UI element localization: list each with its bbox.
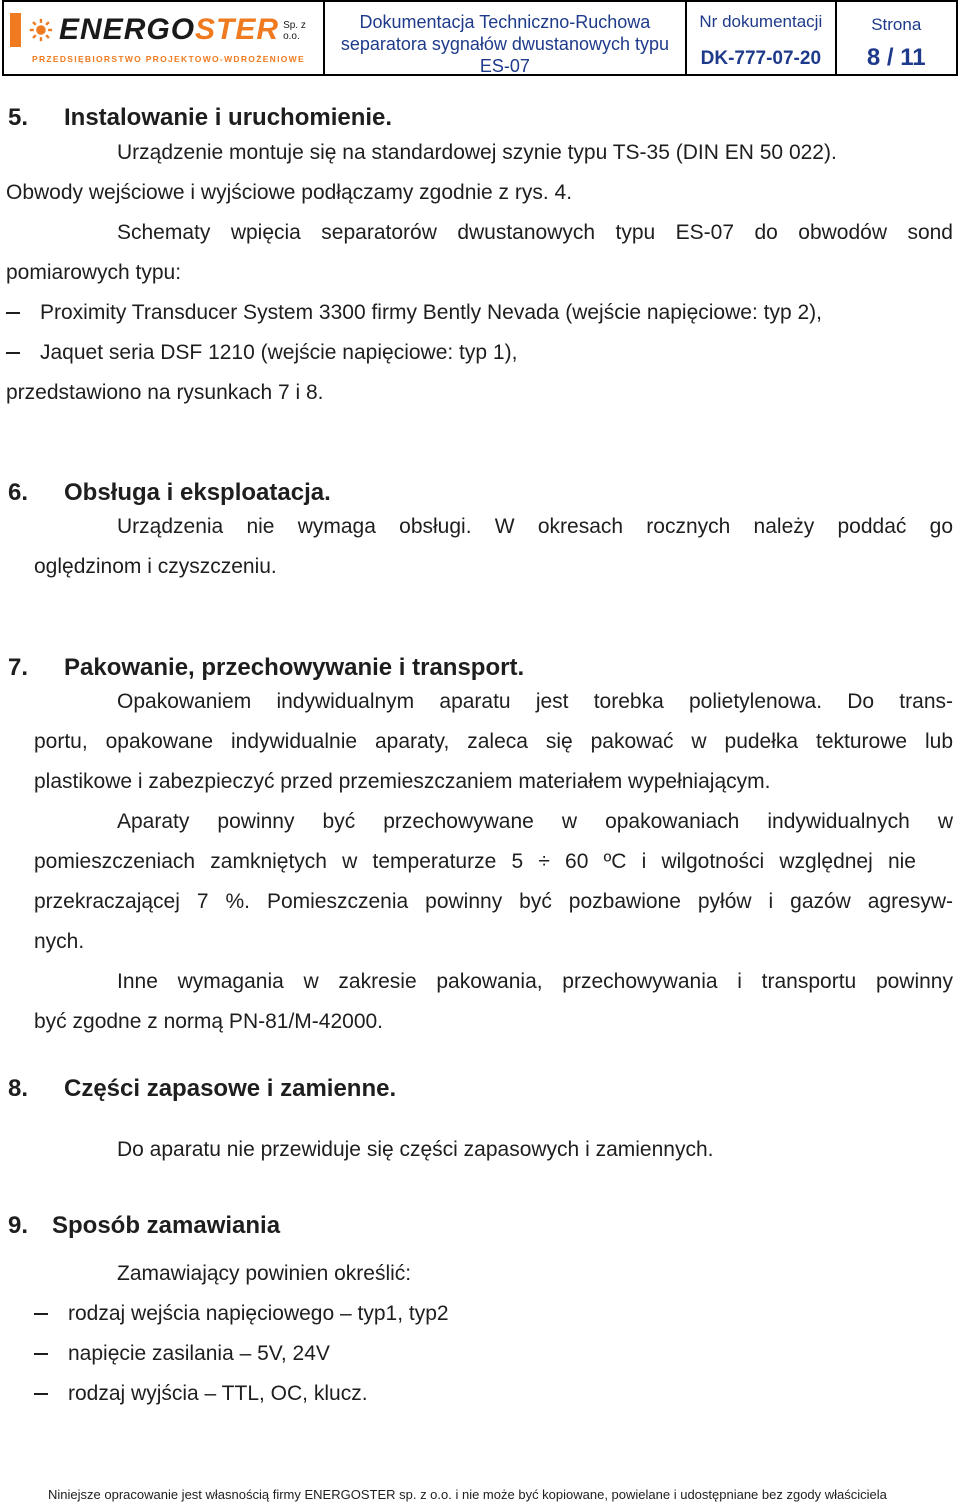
paragraph-line: przekraczającej 7 %. Pomieszczenia powinny być pozbawione pyłów i gazów agresyw- — [34, 890, 953, 913]
logo-legal-form: Sp. z o.o. — [283, 20, 306, 42]
paragraph-line: pomiarowych typu: — [6, 261, 182, 284]
sun-icon — [29, 15, 53, 45]
section-6-heading — [8, 479, 331, 507]
section-title: Sposób zamawiania — [52, 1212, 281, 1239]
doc-title-cell — [325, 2, 687, 74]
section-8-heading — [8, 1075, 396, 1103]
doc-title-line-3: ES-07 — [479, 56, 530, 76]
list-item: napięcie zasilania – 5V, 24V — [34, 1342, 330, 1366]
doc-number-cell — [687, 2, 836, 74]
section-number: 5. — [8, 104, 29, 131]
section-9-heading — [8, 1212, 280, 1240]
logo-tagline: PRZEDSIĘBIORSTWO PROJEKTOWO-WDROŻENIOWE — [32, 54, 305, 64]
paragraph-line: Obwody wejściowe i wyjściowe podłączamy zgodnie z rys. 4. — [6, 181, 573, 204]
paragraph-line: Aparaty powinny być przechowywane w opakowaniach indywidualnych w — [117, 810, 953, 833]
paragraph-line: Inne wymagania w zakresie pakowania, przechowywania i transportu powinny — [117, 970, 953, 993]
dash-bullet — [34, 1313, 48, 1315]
list-item: rodzaj wejścia napięciowego – typ1, typ2 — [34, 1302, 449, 1326]
logo-area — [4, 2, 325, 74]
doc-title-line-1: Dokumentacja Techniczno-Ruchowa — [359, 12, 651, 32]
document-header — [2, 0, 958, 76]
section-7-heading — [8, 654, 524, 682]
page-number-cell — [837, 2, 956, 74]
section-number: 6. — [8, 479, 29, 506]
list-item: rodzaj wyjścia – TTL, OC, klucz. — [34, 1382, 368, 1406]
paragraph-line: portu, opakowane indywidualnie aparaty, zaleca się pakować w pudełka tekturowe lub — [34, 730, 953, 753]
dash-bullet — [34, 1353, 48, 1355]
paragraph-line: oględzinom i czyszczeniu. — [34, 555, 277, 578]
paragraph-line: pomieszczeniach zamkniętych w temperaturze 5 ÷ 60 ºC i wilgotności względnej nie — [34, 850, 916, 873]
paragraph-line: Opakowaniem indywidualnym aparatu jest torebka polietylenowa. Do trans- — [117, 690, 953, 713]
paragraph-line: przedstawiono na rysunkach 7 i 8. — [6, 381, 324, 404]
paragraph-line: Do aparatu nie przewiduje się części zapasowych i zamiennych. — [117, 1138, 714, 1161]
paragraph-line: nych. — [34, 930, 85, 953]
list-item: Jaquet seria DSF 1210 (wejście napięciowe: typ 1), — [6, 341, 517, 365]
dash-bullet — [6, 352, 20, 354]
section-title: Pakowanie, przechowywanie i transport. — [64, 654, 525, 681]
section-number: 7. — [8, 654, 29, 681]
paragraph-line: Urządzenie montuje się na standardowej szynie typu TS-35 (DIN EN 50 022). — [117, 141, 837, 164]
paragraph-line: plastikowe i zabezpieczyć przed przemieszczaniem materiałem wypełniającym. — [34, 770, 771, 793]
doc-title-line-2: separatora sygnałów dwustanowych typu — [340, 34, 669, 54]
section-number: 9. — [8, 1212, 29, 1239]
paragraph-line: Zamawiający powinien określić: — [117, 1262, 412, 1285]
dash-bullet — [6, 312, 20, 314]
section-title: Obsługa i eksploatacja. — [64, 479, 331, 506]
list-item: Proximity Transducer System 3300 firmy Bently Nevada (wejście napięciowe: typ 2), — [6, 301, 822, 325]
paragraph-line: być zgodne z normą PN-81/M-42000. — [34, 1010, 384, 1033]
page-label: Strona — [871, 15, 922, 34]
dash-bullet — [34, 1393, 48, 1395]
section-title: Instalowanie i uruchomienie. — [64, 104, 393, 131]
company-logo — [10, 12, 317, 48]
doc-number-value: DK-777-07-20 — [700, 48, 822, 69]
doc-number-label: Nr dokumentacji — [699, 12, 823, 31]
copyright-footer: Niniejsze opracowanie jest własnością firmy ENERGOSTER sp. z o.o. i nie może być kopiowane, powielane i udostępniane bez zgody właściciela — [48, 1487, 887, 1502]
paragraph-line: Urządzenia nie wymaga obsługi. W okresach rocznych należy poddać go — [117, 515, 953, 538]
logo-bar — [10, 13, 21, 47]
page-number: 8 / 11 — [866, 44, 926, 71]
section-title: Części zapasowe i zamienne. — [64, 1075, 397, 1102]
section-5-heading — [8, 104, 392, 132]
section-number: 8. — [8, 1075, 29, 1102]
paragraph-line: Schematy wpięcia separatorów dwustanowych typu ES-07 do obwodów sond — [117, 221, 953, 244]
logo-wordmark: ENERGOSTER — [59, 13, 280, 46]
